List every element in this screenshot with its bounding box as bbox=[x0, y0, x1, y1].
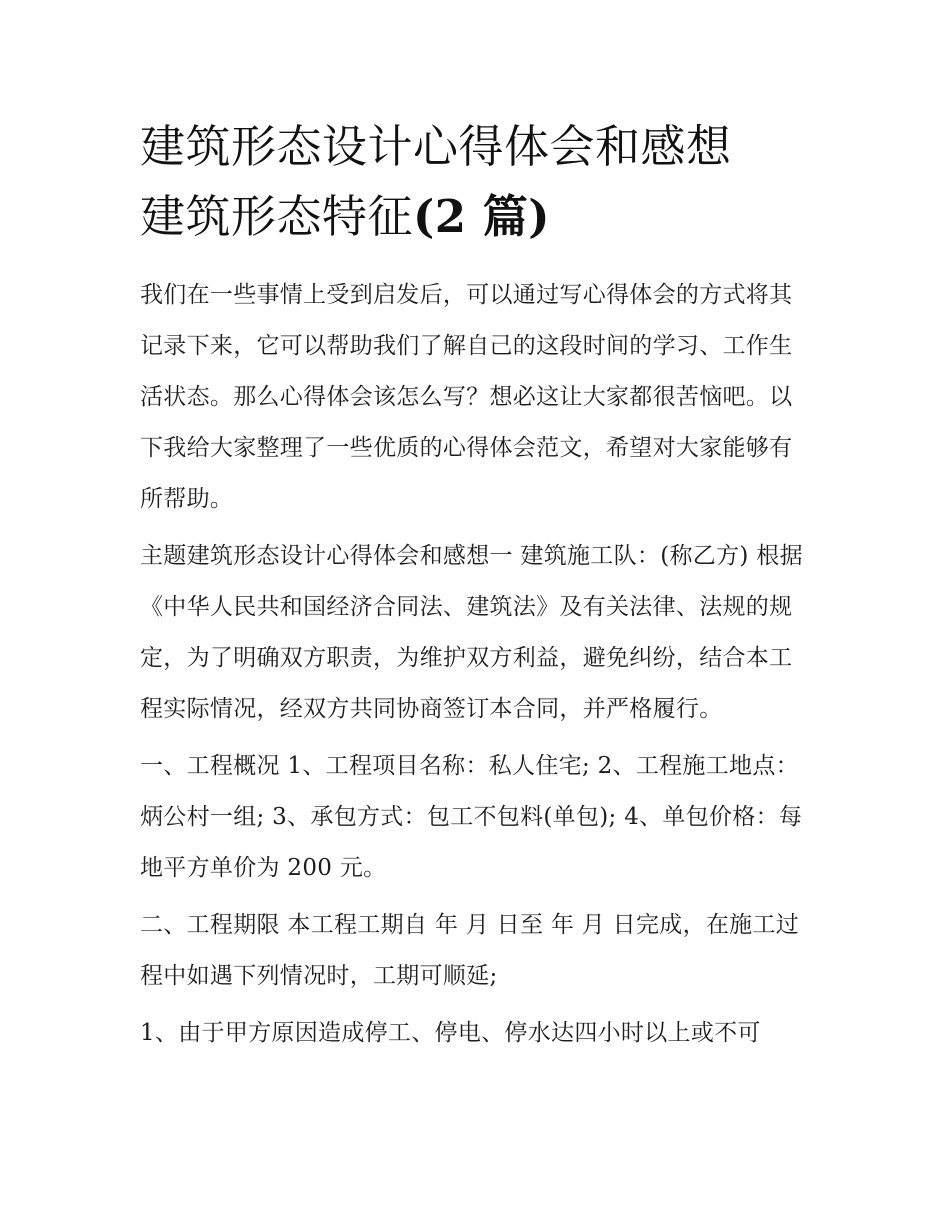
document-title bbox=[140, 112, 815, 252]
contract-preamble-paragraph: 主题建筑形态设计心得体会和感想一 建筑施工队：(称乙方) 根据《中华人民共和国经济合同法、建筑法》及有关法律、法规的规定，为了明确双方职责，为维护双方利益，避免纠纷，结合本工程实际情况，经双方共同协商签订本合同，并严格履行。 bbox=[140, 543, 803, 722]
delay-clause-paragraph: 1、由于甲方原因造成停工、停电、停水达四小时以上或不可 bbox=[140, 1020, 761, 1046]
intro-paragraph: 我们在一些事情上受到启发后，可以通过写心得体会的方式将其记录下来，它可以帮助我们了解自己的这段时间的学习、工作生活状态。那么心得体会该怎么写？想必这让大家都很苦恼吧。以下我给大家整理了一些优质的心得体会范文，希望对大家能够有所帮助。 bbox=[140, 282, 793, 512]
title-article-count: (2 篇) bbox=[413, 190, 551, 243]
title-line-1: 建筑形态设计心得体会和感想 bbox=[140, 120, 732, 173]
project-overview-paragraph: 一、工程概况 1、工程项目名称：私人住宅; 2、工程施工地点：炳公村一组; 3、承包方式：包工不包料(单包); 4、单包价格：每地平方单价为 200 元。 bbox=[140, 753, 803, 881]
project-schedule-paragraph: 二、工程期限 本工程工期自 年 月 日至 年 月 日完成，在施工过程中如遇下列情况时，工期可顺延; bbox=[140, 912, 800, 989]
document-page bbox=[140, 112, 815, 1065]
title-line-2: 建筑形态特征 bbox=[140, 190, 414, 243]
document-body bbox=[140, 270, 815, 1059]
